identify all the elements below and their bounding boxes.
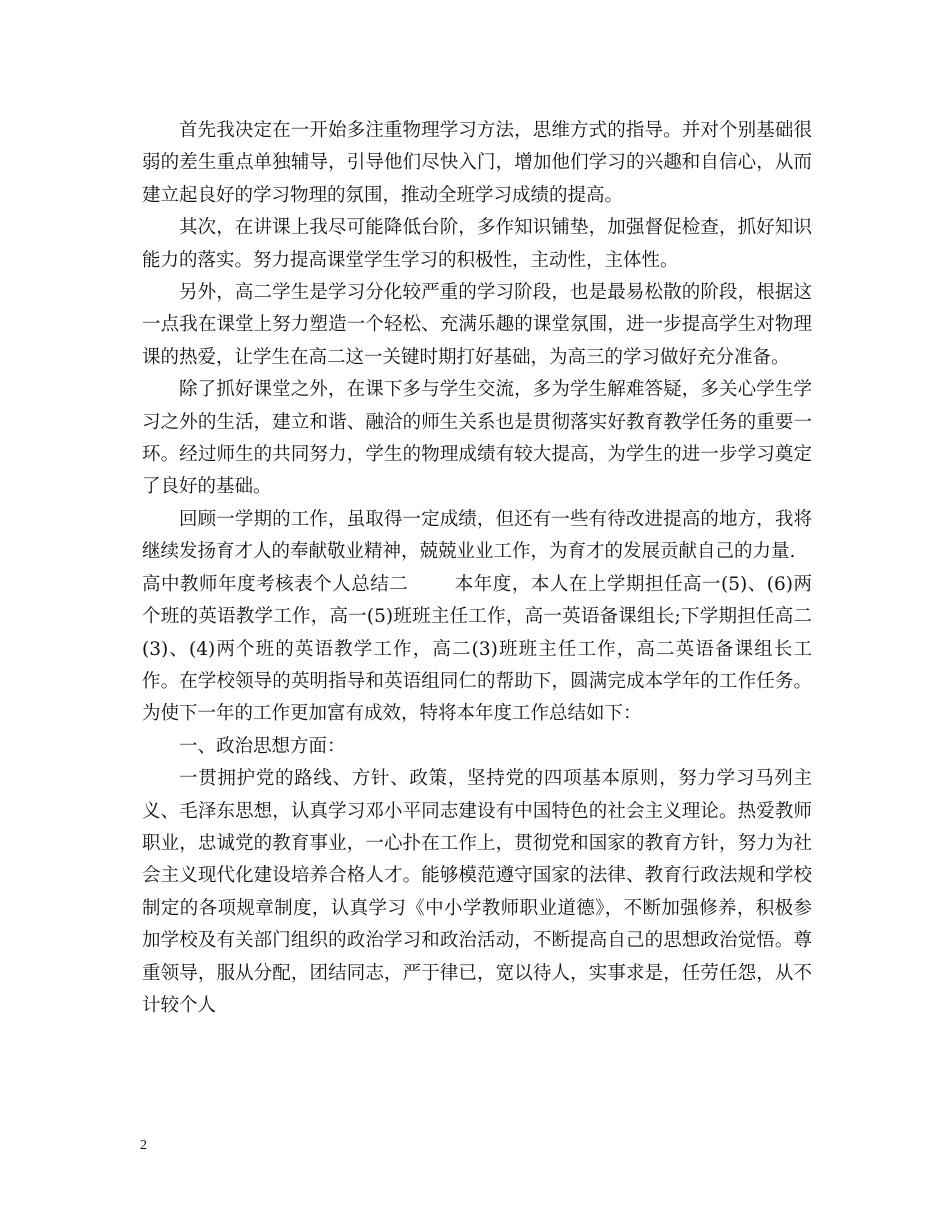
section-two-paragraph: [142, 569, 812, 731]
paragraph-classroom-atmosphere: 另外，高二学生是学习分化较严重的学习阶段，也是最易松散的阶段，根据这一点我在课堂上努力塑造一个轻松、充满乐趣的课堂氛围，进一步提高学生对物理课的热爱，让学生在高二这一关键时期打好基础，为高三的学习做好充分准备。: [142, 282, 812, 368]
paragraph-politics: 一贯拥护党的路线、方针、政策，坚持党的四项基本原则，努力学习马列主义、毛泽东思想，认真学习邓小平同志建设有中国特色的社会主义理论。热爱教师职业，忠诚党的教育事业，一心扑在工作上，贯彻党和国家的教育方针，努力为社会主义现代化建设培养合格人才。能够模范遵守国家的法律、教育行政法规和学校制定的各项规章制度，认真学习《中小学教师职业道德》，不断加强修养，积极参加学校及有关部门组织的政治学习和政治活动，不断提高自己的思想政治觉悟。尊重领导，服从分配，团结同志，严于律已，宽以待人，实事求是，任劳任怨，从不计较个人: [142, 768, 812, 1016]
paragraph-semester-review: 回顾一学期的工作，虽取得一定成绩，但还有一些有待改进提高的地方，我将继续发扬育才人的奉献敬业精神，兢兢业业工作，为育才的发展贡献自己的力量.: [142, 508, 812, 563]
paragraph-lecture-approach: 其次，在讲课上我尽可能降低台阶，多作知识铺垫，加强督促检查，抓好知识能力的落实。努力提高课堂学生学习的积极性，主动性，主体性。: [142, 217, 812, 271]
subheading-politics: 一、政治思想方面：: [179, 735, 346, 757]
paragraph-teaching-method: 首先我决定在一开始多注重物理学习方法，思维方式的指导。并对个别基础很弱的差生重点单独辅导，引导他们尽快入门，增加他们学习的兴趣和自信心，从而建立起良好的学习物理的氛围，推动全班学习成绩的提高。: [142, 120, 812, 206]
page-number: 2: [140, 1138, 147, 1153]
section-title: 高中教师年度考核表个人总结二: [142, 573, 409, 595]
section-intro: 本年度，本人在上学期担任高一(5)、(6)两个班的英语教学工作，高一(5)班班主任工作，高一英语备课组长;下学期担任高二(3)、(4)两个班的英语教学工作，高二(3)班班主任工作，高二英语备课组长工作。在学校领导的英明指导和英语组同仁的帮助下，圆满完成本学年的工作任务。为使下一年的工作更加富有成效，特将本年度工作总结如下：: [142, 573, 812, 725]
body-text: [142, 115, 812, 1022]
paragraph-student-relations: 除了抓好课堂之外，在课下多与学生交流，多为学生解难答疑，多关心学生学习之外的生活，建立和谐、融洽的师生关系也是贯彻落实好教育教学任务的重要一环。经过师生的共同努力，学生的物理成绩有较大提高，为学生的进一步学习奠定了良好的基础。: [142, 379, 812, 498]
